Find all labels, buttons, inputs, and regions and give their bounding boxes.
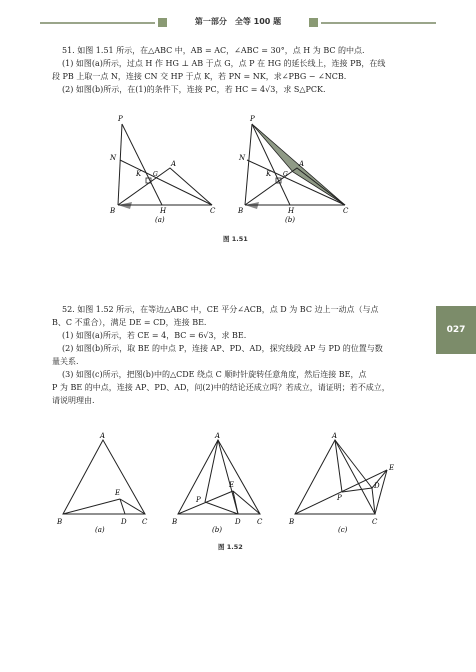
figure-1-52b [171, 432, 263, 534]
figure-1-51 [100, 112, 360, 224]
problem-52-line-4: (2) 如图(b)所示，取 BE 的中点 P，连接 AP、PD、AD，探究线段 AP 与 PD 的位置与数 [62, 344, 383, 353]
figure-1-52-caption: 图 1.52 [218, 543, 243, 551]
figure-1-52 [55, 432, 415, 540]
header-rule-right [321, 22, 436, 24]
figure-1-52a [56, 432, 148, 534]
problem-51 [52, 44, 422, 96]
label-H-b: H [288, 207, 295, 215]
figure-1-51a [109, 115, 216, 224]
label-N-b: N [239, 154, 246, 162]
label-C-52c: C [372, 518, 378, 526]
label-K-a: K [136, 170, 142, 178]
label-C-52b: C [257, 518, 263, 526]
problem-52-line-8: 请说明理由. [52, 396, 95, 405]
label-B-52a: B [57, 518, 63, 526]
page-number: 027 [446, 325, 466, 335]
page-header [40, 16, 436, 30]
figure-1-51b [237, 115, 349, 224]
label-A-b: A [299, 160, 305, 168]
problem-52-line-1: 52. 如图 1.52 所示，在等边△ABC 中，CE 平分∠ACB，点 D 为 BC 边上一动点（与点 [62, 305, 379, 314]
label-H-a: H [160, 207, 167, 215]
label-B-b: B [238, 207, 244, 215]
label-C-a: C [210, 207, 216, 215]
label-A-52a: A [100, 432, 106, 440]
label-C-52a: C [142, 518, 148, 526]
problem-52-line-3: (1) 如图(a)所示，若 CE = 4，BC = 6√3，求 BE. [62, 331, 247, 340]
header-square-right [309, 18, 318, 27]
subfigure-52b-label: (b) [212, 526, 222, 534]
label-D-52b: D [235, 518, 241, 526]
problem-52 [52, 303, 422, 407]
label-B-a: B [110, 207, 116, 215]
label-E-52c: E [389, 464, 395, 472]
label-E-52b: E [229, 481, 235, 489]
problem-52-line-5: 量关系. [52, 357, 79, 366]
label-B-52b: B [172, 518, 178, 526]
figure-1-51-caption: 图 1.51 [223, 235, 248, 243]
label-A-52c: A [332, 432, 338, 440]
problem-51-line-4: (2) 如图(b)所示，在(1)的条件下，连接 PC，若 HC = 4√3，求 S△PCK. [62, 85, 326, 94]
label-G-b: G [283, 171, 288, 178]
label-P-52c: P [337, 494, 342, 502]
label-P-52b: P [196, 496, 201, 504]
label-K-b: K [266, 170, 272, 178]
problem-52-line-6: (3) 如图(c)所示，把图(b)中的△CDE 绕点 C 顺时针旋转任意角度，然后连接 BE，点 [62, 370, 367, 379]
label-B-52c: B [289, 518, 295, 526]
label-C-b: C [343, 207, 349, 215]
label-D-52a: D [121, 518, 127, 526]
problem-51-line-2: (1) 如图(a)所示，过点 H 作 HG ⊥ AB 于点 G，点 P 在 HG 的延长线上，连接 PB，在线 [62, 59, 386, 68]
label-E-52a: E [115, 489, 121, 497]
subfigure-52a-label: (a) [95, 526, 105, 534]
figure-1-52c [288, 432, 394, 534]
label-P-a: P [118, 115, 123, 123]
label-A-a: A [171, 160, 177, 168]
label-A-52b: A [215, 432, 221, 440]
problem-52-line-7: P 为 BE 的中点，连接 AP、PD、AD，问(2)中的结论还成立吗？若成立，请证明；若不成立， [52, 383, 390, 392]
problem-51-line-1: 51. 如图 1.51 所示，在△ABC 中，AB = AC，∠ABC = 30°，点 H 为 BC 的中点. [62, 46, 365, 55]
page-number-tab [436, 306, 476, 354]
header-title: 第一部分 全等 100 题 [194, 17, 282, 26]
subfigure-b-label: (b) [285, 216, 295, 224]
label-P-b: P [250, 115, 255, 123]
label-G-a: G [153, 171, 158, 178]
subfigure-52c-label: (c) [338, 526, 348, 534]
label-D-52c: D [374, 482, 380, 490]
subfigure-a-label: (a) [155, 216, 165, 224]
problem-51-line-3: 段 PB 上取一点 N，连接 CN 交 HP 于点 K，若 PN = NK，求∠PBG − ∠NCB. [52, 72, 347, 81]
label-N-a: N [110, 154, 117, 162]
problem-52-line-2: B、C 不重合），满足 DE = CD，连接 BE. [52, 318, 207, 327]
